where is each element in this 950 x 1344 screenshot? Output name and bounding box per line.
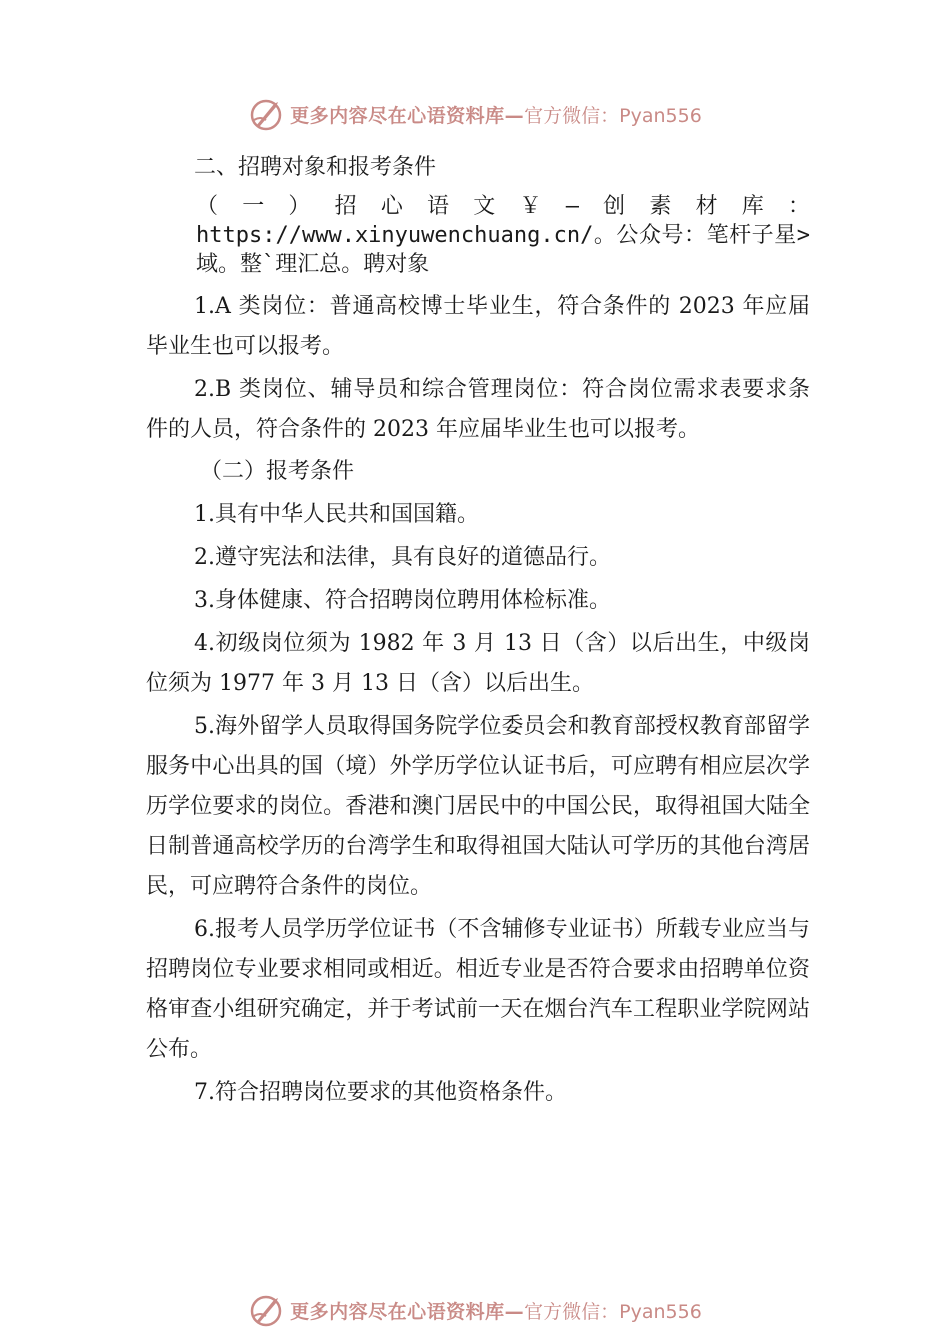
quill-pen-logo-icon (248, 1292, 284, 1328)
subsection-heading-2: （二）报考条件 (200, 459, 355, 484)
paragraph-item: 1.具有中华人民共和国国籍。 (194, 502, 479, 527)
watermark-wechat: 官方微信：Pyan556 (524, 104, 702, 127)
paragraph-item: 2.遵守宪法和法律，具有良好的道德品行。 (194, 545, 611, 570)
paragraph-item: 1.A 类岗位：普通高校博士毕业生，符合条件的 2023 年应届毕业生也可以报考。 (146, 294, 810, 359)
header-watermark (0, 94, 950, 134)
subsection-heading-1: （一）招心语文￥—创素材库：https://www.xinyuwenchuang.cn/。公众号：笔杆子星>域。整`理汇总。聘对象 (196, 194, 810, 277)
paragraph-item: 7.符合招聘岗位要求的其他资格条件。 (194, 1080, 567, 1105)
section-heading: 二、招聘对象和报考条件 (194, 155, 437, 180)
quill-pen-logo-icon (248, 96, 284, 132)
paragraph-item: 4.初级岗位须为 1982 年 3 月 13 日（含）以后出生，中级岗位须为 1977 年 3 月 13 日（含）以后出生。 (146, 631, 810, 696)
watermark-text: 更多内容尽在心语资料库— (290, 1300, 525, 1323)
watermark-text: 更多内容尽在心语资料库— (290, 104, 525, 127)
footer-watermark (0, 1290, 950, 1330)
paragraph-item: 2.B 类岗位、辅导员和综合管理岗位：符合岗位需求表要求条件的人员，符合条件的 2023 年应届毕业生也可以报考。 (146, 377, 810, 442)
paragraph-item: 3.身体健康、符合招聘岗位聘用体检标准。 (194, 588, 611, 613)
paragraph-item: 5.海外留学人员取得国务院学位委员会和教育部授权教育部留学服务中心出具的国（境）外学历学位认证书后，可应聘有相应层次学历学位要求的岗位。香港和澳门居民中的中国公民，取得祖国大陆全日制普通高校学历的台湾学生和取得祖国大陆认可学历的其他台湾居民，可应聘符合条件的岗位。 (146, 714, 810, 899)
paragraph-item: 6.报考人员学历学位证书（不含辅修专业证书）所载专业应当与招聘岗位专业要求相同或相近。相近专业是否符合要求由招聘单位资格审查小组研究确定，并于考试前一天在烟台汽车工程职业学院网站公布。 (146, 917, 810, 1062)
document-body (146, 148, 810, 1113)
watermark-wechat: 官方微信：Pyan556 (524, 1300, 702, 1323)
